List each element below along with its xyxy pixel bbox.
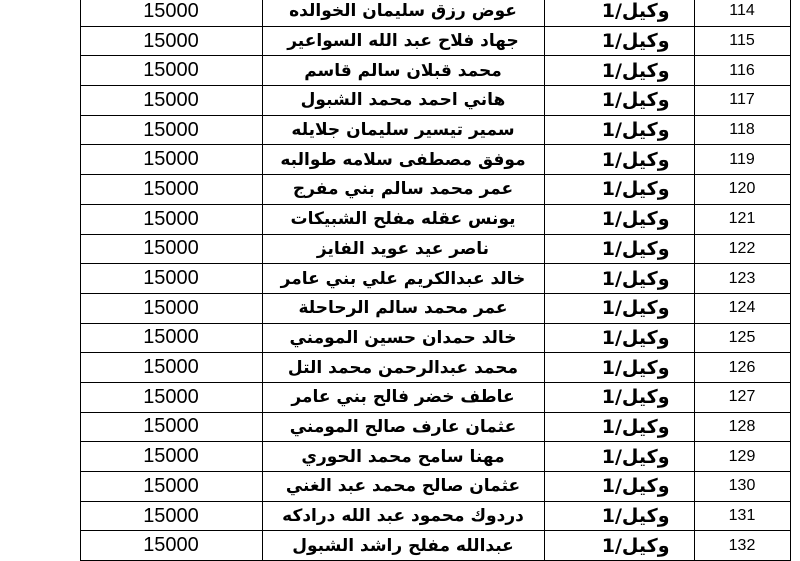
role-cell: وكيل/1 bbox=[544, 442, 694, 472]
table-row bbox=[0, 293, 790, 323]
name-cell: موفق مصطفى سلامه طوالبه bbox=[262, 145, 544, 175]
row-number-cell: 119 bbox=[694, 145, 790, 175]
blank-cell bbox=[0, 531, 80, 561]
role-cell: وكيل/1 bbox=[544, 86, 694, 116]
amount-cell: 15000 bbox=[80, 115, 262, 145]
row-number-cell: 117 bbox=[694, 86, 790, 116]
row-number-cell: 129 bbox=[694, 442, 790, 472]
table-row bbox=[0, 145, 790, 175]
amount-cell: 15000 bbox=[80, 86, 262, 116]
amount-cell: 15000 bbox=[80, 26, 262, 56]
name-cell: عثمان عارف صالح المومني bbox=[262, 412, 544, 442]
role-cell: وكيل/1 bbox=[544, 353, 694, 383]
role-cell: وكيل/1 bbox=[544, 0, 694, 26]
name-cell: عوض رزق سليمان الخوالده bbox=[262, 0, 544, 26]
role-cell: وكيل/1 bbox=[544, 293, 694, 323]
table-row bbox=[0, 26, 790, 56]
amount-cell: 15000 bbox=[80, 531, 262, 561]
row-number-cell: 125 bbox=[694, 323, 790, 353]
amount-cell: 15000 bbox=[80, 56, 262, 86]
row-number-cell: 126 bbox=[694, 353, 790, 383]
table-row bbox=[0, 501, 790, 531]
blank-cell bbox=[0, 175, 80, 205]
table-row bbox=[0, 442, 790, 472]
table-row bbox=[0, 472, 790, 502]
amount-cell: 15000 bbox=[80, 264, 262, 294]
row-number-cell: 122 bbox=[694, 234, 790, 264]
name-cell: عمر محمد سالم بني مفرج bbox=[262, 175, 544, 205]
name-cell: هاني احمد محمد الشبول bbox=[262, 86, 544, 116]
blank-cell bbox=[0, 264, 80, 294]
amount-cell: 15000 bbox=[80, 175, 262, 205]
role-cell: وكيل/1 bbox=[544, 204, 694, 234]
row-number-cell: 123 bbox=[694, 264, 790, 294]
row-number-cell: 121 bbox=[694, 204, 790, 234]
name-cell: خالد عبدالكريم علي بني عامر bbox=[262, 264, 544, 294]
row-number-cell: 130 bbox=[694, 472, 790, 502]
blank-cell bbox=[0, 115, 80, 145]
table-row bbox=[0, 115, 790, 145]
table-row bbox=[0, 56, 790, 86]
amount-cell: 15000 bbox=[80, 323, 262, 353]
row-number-cell: 114 bbox=[694, 0, 790, 26]
name-cell: جهاد فلاح عبد الله السواعير bbox=[262, 26, 544, 56]
row-number-cell: 132 bbox=[694, 531, 790, 561]
role-cell: وكيل/1 bbox=[544, 26, 694, 56]
name-cell: عاطف خضر فالح بني عامر bbox=[262, 382, 544, 412]
name-cell: محمد قبلان سالم قاسم bbox=[262, 56, 544, 86]
blank-cell bbox=[0, 353, 80, 383]
role-cell: وكيل/1 bbox=[544, 56, 694, 86]
row-number-cell: 127 bbox=[694, 382, 790, 412]
row-number-cell: 131 bbox=[694, 501, 790, 531]
name-cell: ناصر عيد عويد الفايز bbox=[262, 234, 544, 264]
amount-cell: 15000 bbox=[80, 353, 262, 383]
name-cell: محمد عبدالرحمن محمد التل bbox=[262, 353, 544, 383]
role-cell: وكيل/1 bbox=[544, 175, 694, 205]
name-cell: يونس عقله مفلح الشبيكات bbox=[262, 204, 544, 234]
amount-cell: 15000 bbox=[80, 442, 262, 472]
role-cell: وكيل/1 bbox=[544, 382, 694, 412]
name-cell: عبدالله مفلح راشد الشبول bbox=[262, 531, 544, 561]
table-row bbox=[0, 353, 790, 383]
blank-cell bbox=[0, 501, 80, 531]
table-row bbox=[0, 412, 790, 442]
row-number-cell: 115 bbox=[694, 26, 790, 56]
amount-cell: 15000 bbox=[80, 145, 262, 175]
amount-cell: 15000 bbox=[80, 0, 262, 26]
table-row bbox=[0, 204, 790, 234]
name-cell: عثمان صالح محمد عبد الغني bbox=[262, 472, 544, 502]
table-row bbox=[0, 175, 790, 205]
role-cell: وكيل/1 bbox=[544, 264, 694, 294]
role-cell: وكيل/1 bbox=[544, 472, 694, 502]
blank-cell bbox=[0, 145, 80, 175]
role-cell: وكيل/1 bbox=[544, 531, 694, 561]
role-cell: وكيل/1 bbox=[544, 323, 694, 353]
name-cell: مهنا سامح محمد الحوري bbox=[262, 442, 544, 472]
table-row bbox=[0, 0, 790, 26]
blank-cell bbox=[0, 293, 80, 323]
role-cell: وكيل/1 bbox=[544, 145, 694, 175]
name-cell: دردوك محمود عبد الله درادكه bbox=[262, 501, 544, 531]
blank-cell bbox=[0, 26, 80, 56]
table-row bbox=[0, 382, 790, 412]
row-number-cell: 124 bbox=[694, 293, 790, 323]
blank-cell bbox=[0, 442, 80, 472]
table-row bbox=[0, 86, 790, 116]
blank-cell bbox=[0, 56, 80, 86]
amount-cell: 15000 bbox=[80, 472, 262, 502]
table-row bbox=[0, 531, 790, 561]
blank-cell bbox=[0, 412, 80, 442]
blank-cell bbox=[0, 382, 80, 412]
blank-cell bbox=[0, 323, 80, 353]
role-cell: وكيل/1 bbox=[544, 501, 694, 531]
amount-cell: 15000 bbox=[80, 293, 262, 323]
row-number-cell: 116 bbox=[694, 56, 790, 86]
amount-cell: 15000 bbox=[80, 382, 262, 412]
role-cell: وكيل/1 bbox=[544, 115, 694, 145]
amount-cell: 15000 bbox=[80, 234, 262, 264]
name-cell: سمير تيسير سليمان جلايله bbox=[262, 115, 544, 145]
role-cell: وكيل/1 bbox=[544, 234, 694, 264]
table-row bbox=[0, 234, 790, 264]
name-cell: عمر محمد سالم الرحاحلة bbox=[262, 293, 544, 323]
role-cell: وكيل/1 bbox=[544, 412, 694, 442]
name-cell: خالد حمدان حسين المومني bbox=[262, 323, 544, 353]
blank-cell bbox=[0, 234, 80, 264]
amount-cell: 15000 bbox=[80, 501, 262, 531]
blank-cell bbox=[0, 204, 80, 234]
row-number-cell: 120 bbox=[694, 175, 790, 205]
row-number-cell: 118 bbox=[694, 115, 790, 145]
blank-cell bbox=[0, 0, 80, 26]
amount-cell: 15000 bbox=[80, 204, 262, 234]
table-row bbox=[0, 264, 790, 294]
blank-cell bbox=[0, 472, 80, 502]
amount-cell: 15000 bbox=[80, 412, 262, 442]
table-row bbox=[0, 323, 790, 353]
blank-cell bbox=[0, 86, 80, 116]
row-number-cell: 128 bbox=[694, 412, 790, 442]
